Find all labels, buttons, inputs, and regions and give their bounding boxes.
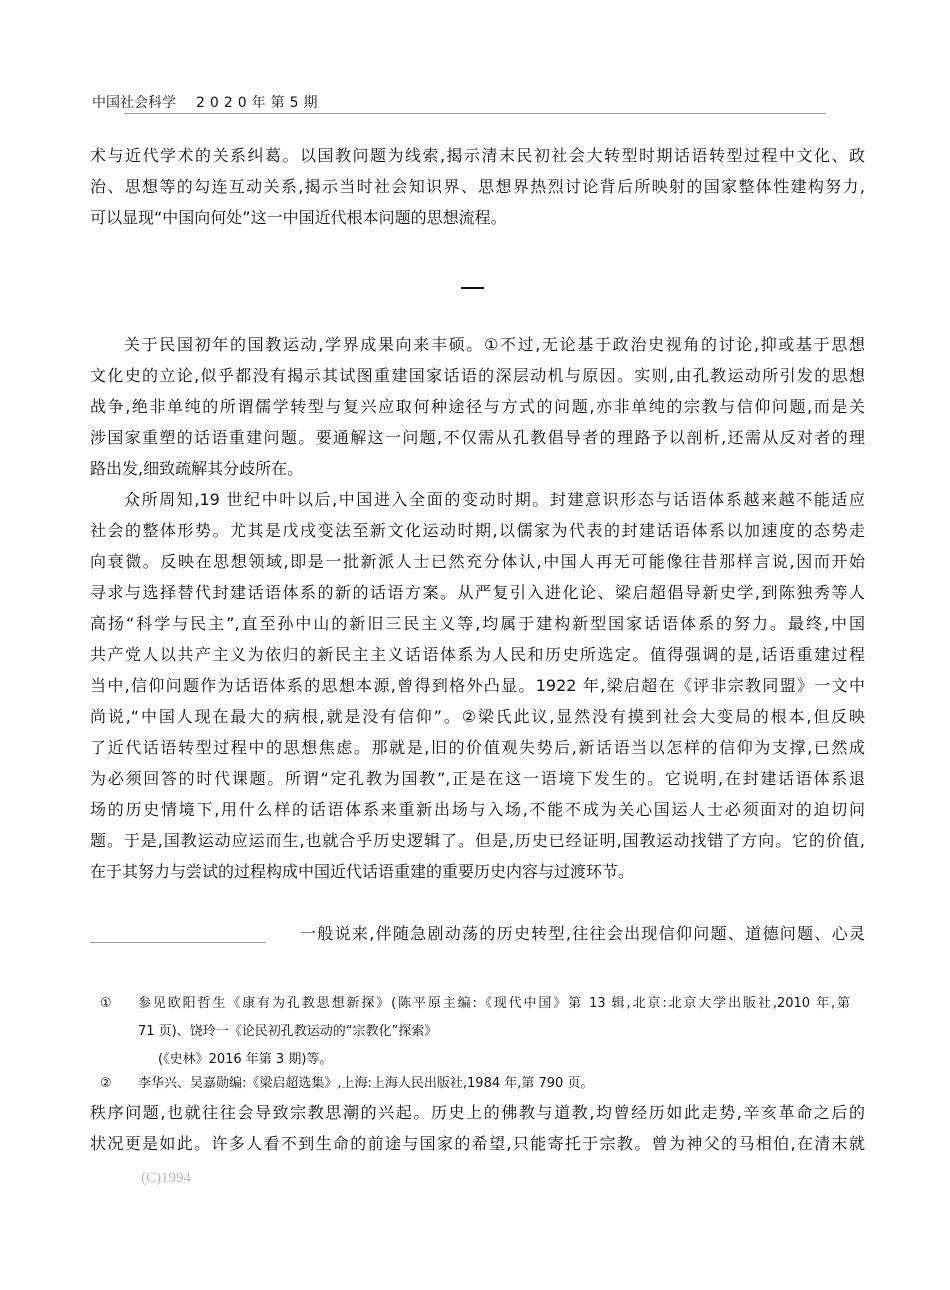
issue-number: 2020年第5期 [196, 95, 323, 111]
text-line: 高扬“科学与民主”,直至孙中山的新旧三民主义等,均属于建构新型国家话语体系的努力。最终,中国 [90, 614, 865, 633]
paragraph-3-continued [90, 1097, 865, 1159]
footnote-line: 参见欧阳哲生《康有为孔教思想新探》(陈平原主编:《现代中国》第 13 辑,北京:北京大学出版社,2010 年,第 [138, 996, 850, 1011]
text-line: 状况更是如此。许多人看不到生命的前途与国家的希望,只能寄托于宗教。曾为神父的马相伯,在清末就 [90, 1134, 865, 1153]
text-line: 涉国家重塑的话语重建问题。要通解这一问题,不仅需从孔教倡导者的理路予以剖析,还需从反对者的理 [90, 428, 865, 447]
text-line: 秩序问题,也就往往会导致宗教思潮的兴起。历史上的佛教与道教,均曾经历如此走势,辛亥革命之后的 [90, 1103, 865, 1122]
text-line: 路出发,细致疏解其分歧所在。 [90, 459, 304, 478]
footnote-line: 李华兴、吴嘉勋编:《梁启超选集》,上海:上海人民出版社,1984 年,第 790 页。 [138, 1076, 594, 1091]
footnote-marker: ① [100, 996, 112, 1011]
section-heading-one [461, 287, 484, 289]
text-line: 寻求与选择替代封建话语体系的新的话语方案。从严复引入进化论、梁启超倡导新史学,到陈独秀等人 [90, 583, 865, 602]
text-line: 治、思想等的勾连互动关系,揭示当时社会知识界、思想界热烈讨论背后所映射的国家整体性建构努力, [90, 177, 865, 196]
paragraph-2 [90, 484, 865, 887]
footnote-marker: ② [100, 1076, 112, 1091]
text-line: 共产党人以共产主义为依归的新民主主义话语体系为人民和历史所选定。值得强调的是,话语重建过程 [90, 645, 865, 664]
footnote-2 [100, 1074, 860, 1094]
footnote-separator [90, 942, 266, 943]
text-line: 术与近代学术的关系纠葛。以国教问题为线索,揭示清末民初社会大转型时期话语转型过程中文化、政 [90, 146, 865, 165]
text-line: 文化史的立论,似乎都没有揭示其试图重建国家话语的深层动机与原因。实则,由孔教运动所引发的思想 [90, 366, 865, 385]
paragraph-1 [90, 329, 865, 484]
text-line: 关于民国初年的国教运动,学界成果向来丰硕。①不过,无论基于政治史视角的讨论,抑或基于思想 [124, 335, 865, 354]
header-rule [124, 113, 826, 114]
intro-paragraph [90, 140, 865, 233]
running-head [92, 92, 323, 112]
copyright-watermark: (C)1994 [141, 1170, 191, 1186]
footnotes [100, 990, 860, 1094]
text-line: 众所周知,19 世纪中叶以后,中国进入全面的变动时期。封建意识形态与话语体系越来越不能适应 [124, 490, 865, 509]
text-line: 了近代话语转型过程中的思想焦虑。那就是,旧的价值观失势后,新话语当以怎样的信仰为支撑,已然成 [90, 738, 865, 757]
text-line: 可以显现“中国向何处”这一中国近代根本问题的思想流程。 [90, 208, 507, 227]
footnote-1 [100, 990, 860, 1074]
text-line: 战争,绝非单纯的所谓儒学转型与复兴应取何种途径与方式的问题,亦非单纯的宗教与信仰问题,而是关 [90, 397, 865, 416]
footnote-line: 71 页)、饶玲一《论民初孔教运动的“宗教化”探索》 [138, 1024, 438, 1039]
text-line: 社会的整体形势。尤其是戊戌变法至新文化运动时期,以儒家为代表的封建话语体系以加速度的态势走 [90, 521, 865, 540]
text-line: 为必须回答的时代课题。所谓“定孔教为国教”,正是在这一语境下发生的。它说明,在封建话语体系退 [90, 769, 865, 788]
text-line: 向衰微。反映在思想领域,即是一批新派人士已然充分体认,中国人再无可能像往昔那样言说,因而开始 [90, 552, 865, 571]
paragraph-3-first-line: 一般说来,伴随急剧动荡的历史转型,往往会出现信仰问题、道德问题、心灵 [300, 924, 865, 943]
text-line: 当中,信仰问题作为话语体系的思想本源,曾得到格外凸显。1922 年,梁启超在《评非宗教同盟》一文中 [90, 676, 865, 695]
text-line: 题。于是,国教运动应运而生,也就合乎历史逻辑了。但是,历史已经证明,国教运动找错了方向。它的价值, [90, 831, 865, 850]
footnote-line: (《史林》2016 年第 3 期)等。 [158, 1052, 333, 1067]
text-line: 尚说,“中国人现在最大的病根,就是没有信仰”。②梁氏此议,显然没有摸到社会大变局的根本,但反映 [90, 707, 865, 726]
text-line: 在于其努力与尝试的过程构成中国近代话语重建的重要历史内容与过渡环节。 [90, 862, 635, 881]
text-line: 场的历史情境下,用什么样的话语体系来重新出场与入场,不能不成为关心国运人士必须面对的迫切问 [90, 800, 865, 819]
journal-title: 中国社会科学 [92, 95, 176, 111]
